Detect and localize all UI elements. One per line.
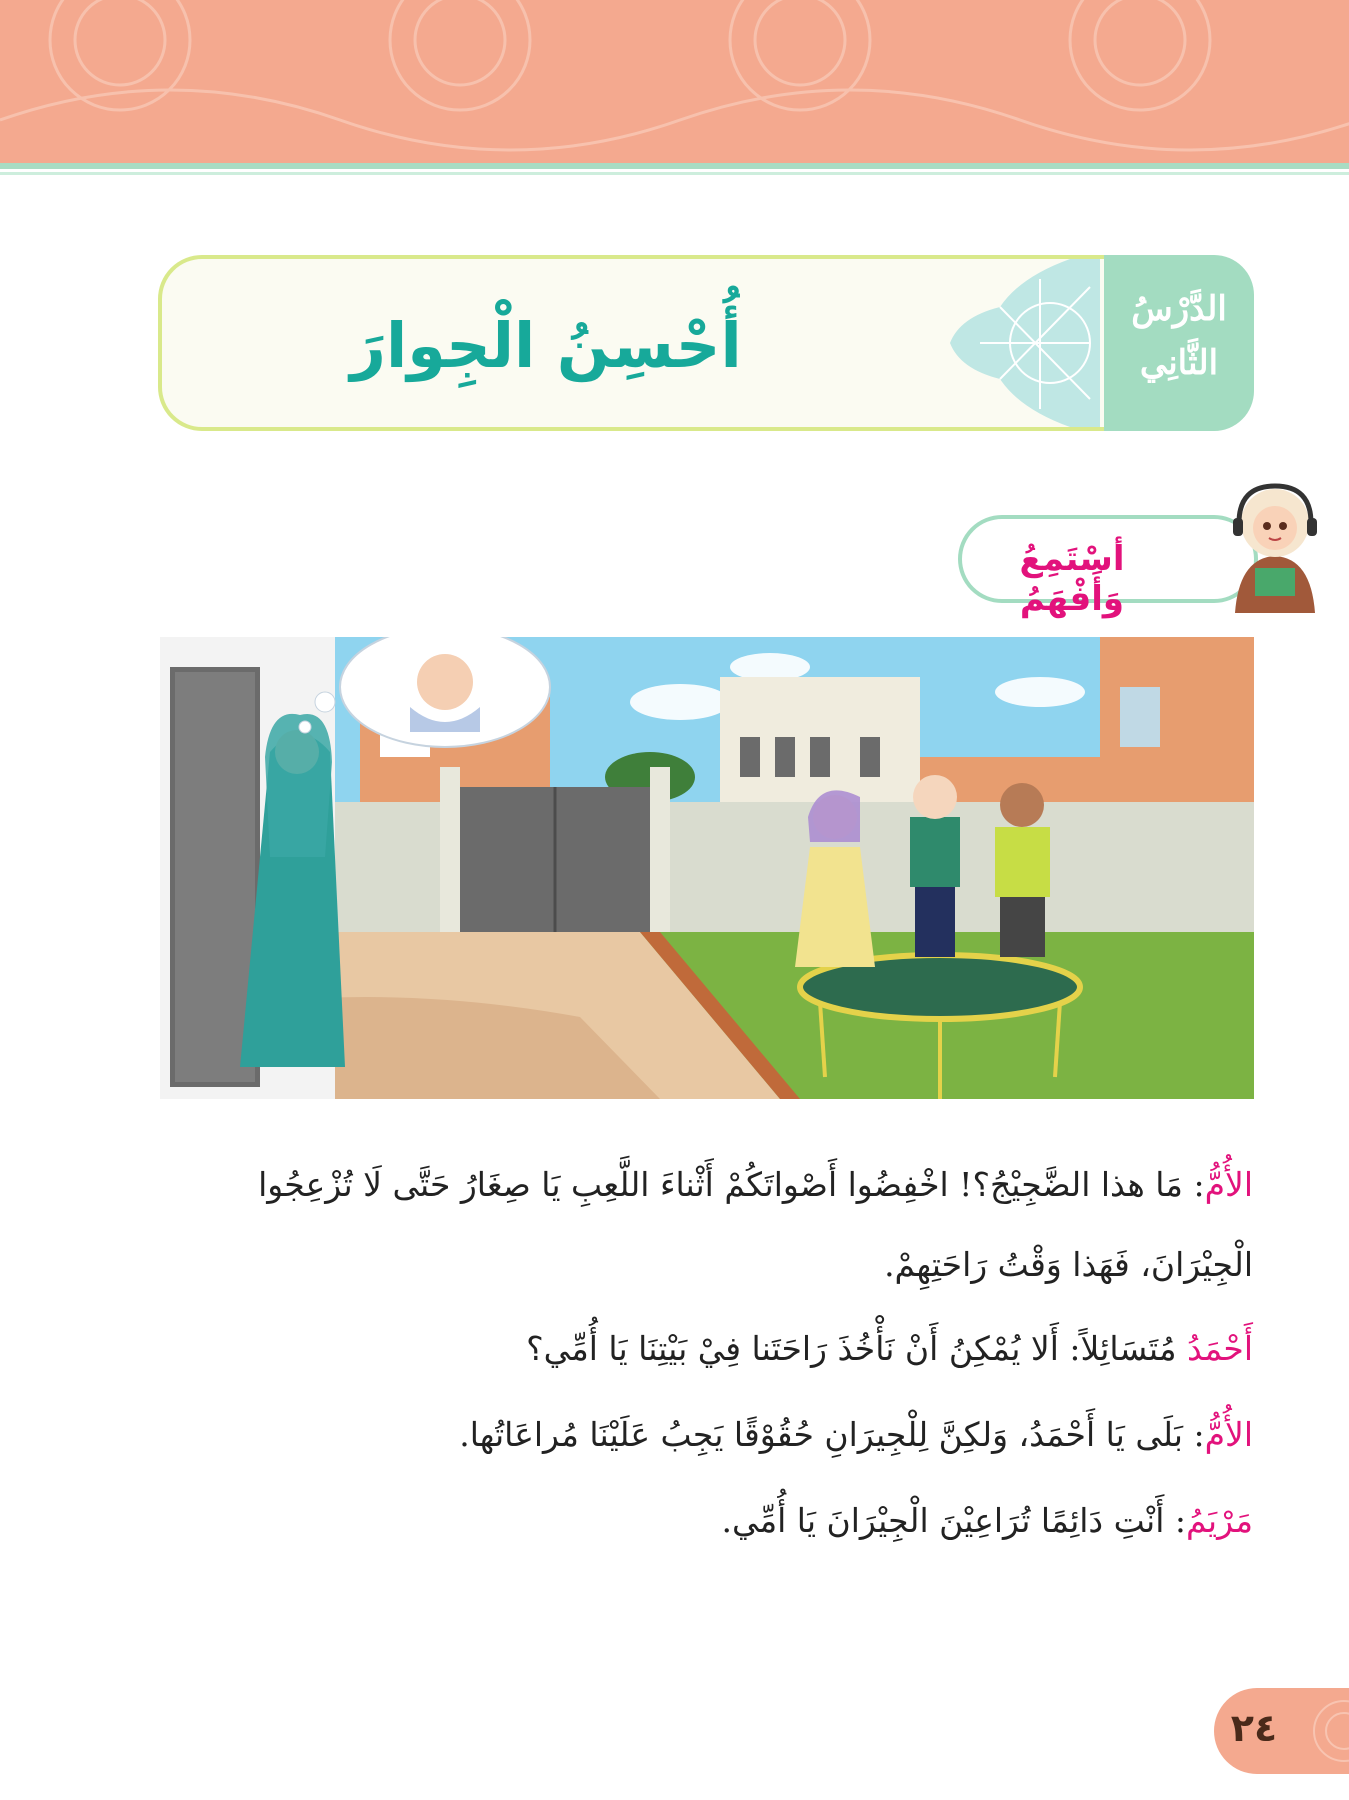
girl-headphones-icon [1225, 478, 1325, 617]
speaker-separator: : [1182, 1165, 1205, 1204]
listen-section-badge [958, 515, 1258, 619]
page-number-tab [1214, 1688, 1349, 1774]
scene-illustration [160, 637, 1254, 1099]
page-ornament-icon [1289, 1688, 1349, 1774]
header-divider [0, 163, 1349, 169]
dialogue-text: الْجِيْرَانَ، فَهَذا وَقْتُ رَاحَتِهِمْ. [884, 1245, 1253, 1284]
speaker-separator [1177, 1329, 1188, 1368]
ornament-icon [940, 259, 1100, 431]
speaker-name: الأُمُّ [1204, 1165, 1253, 1204]
lesson-ordinal: الثَّانِي [1139, 343, 1219, 383]
page-number: ٢٤ [1230, 1706, 1278, 1750]
header-divider-thin [0, 172, 1349, 175]
speaker-name: الأُمُّ [1204, 1415, 1253, 1454]
dialogue-line [150, 1324, 1253, 1374]
lesson-title-card [158, 255, 1254, 431]
speaker-name: أَحْمَدُ [1187, 1329, 1253, 1368]
listen-section-label: أسْتَمِعُ وَأَفْهَمُ [1019, 539, 1125, 619]
dialogue-text: بَلَى يَا أَحْمَدُ، وَلكِنَّ لِلْجِيرَانِ حُقُوْقًا يَجِبُ عَلَيْنَا مُراعَاتُها. [459, 1415, 1183, 1454]
dialogue-line [150, 1240, 1253, 1290]
speaker-separator: : [1164, 1501, 1186, 1540]
dialogue-line [150, 1496, 1253, 1546]
header-band [0, 0, 1349, 163]
lesson-number-tab [1104, 255, 1254, 431]
speaker-separator: : [1182, 1415, 1205, 1454]
header-pattern [0, 0, 1349, 163]
dialogue-text: مُتَسَائِلاً: أَلا يُمْكِنُ أَنْ نَأْخُذَ رَاحَتَنا فِيْ بَيْتِنَا يَا أُمِّي؟ [526, 1329, 1177, 1368]
dialogue-text: أَنْتِ دَائِمًا تُرَاعِيْنَ الْجِيْرَانَ يَا أُمِّي. [721, 1501, 1165, 1540]
dialogue-line [150, 1410, 1253, 1460]
dialogue-text: مَا هذا الضَّجِيْجُ؟! اخْفِضُوا أَصْواتَكُمْ أَثْناءَ اللَّعِبِ يَا صِغَارُ حَتَّى لَا تُزْعِجُوا [258, 1165, 1183, 1204]
lesson-label: الدَّرْسُ [1131, 289, 1227, 329]
lesson-title: أُحْسِنُ الْجِوارَ [350, 309, 742, 382]
dialogue-line [150, 1160, 1253, 1210]
speaker-name: مَرْيَمُ [1185, 1501, 1253, 1540]
